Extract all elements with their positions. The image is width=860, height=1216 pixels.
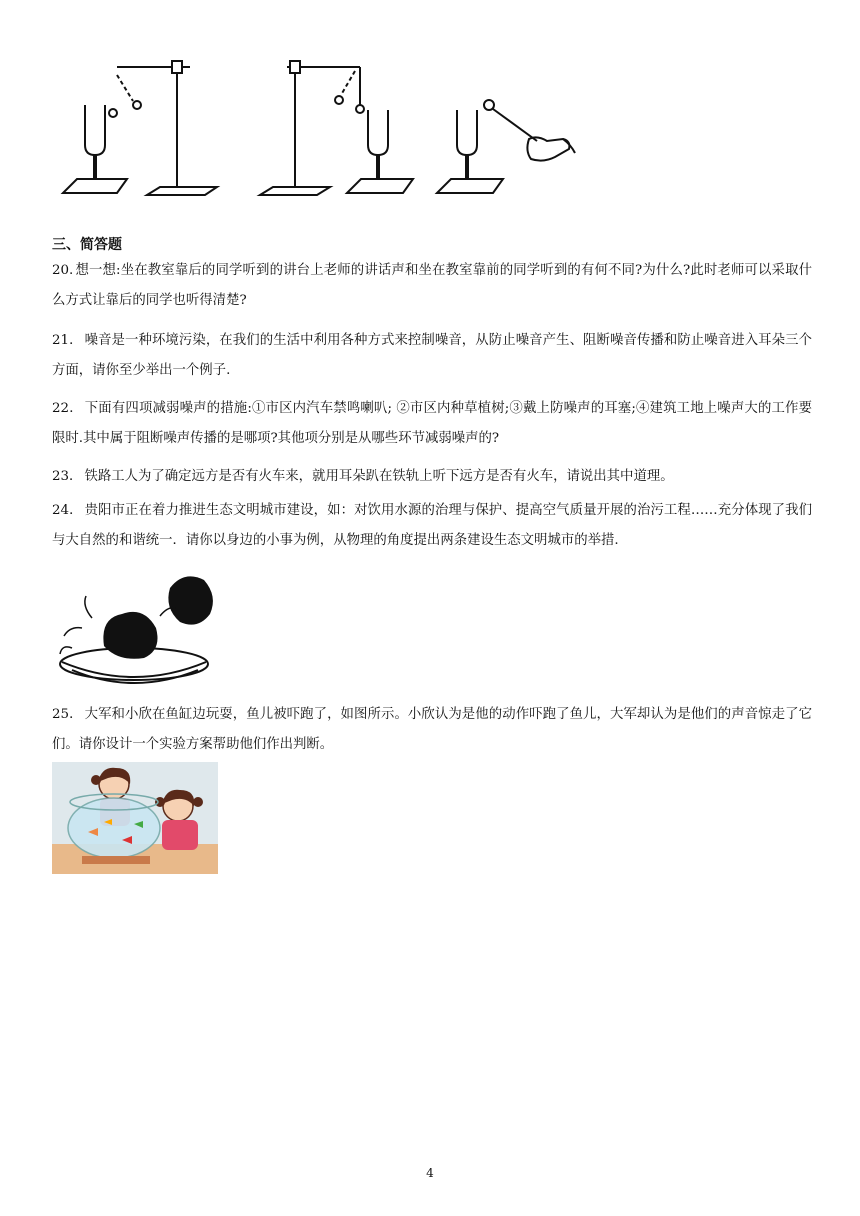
section-title: 三、简答题 <box>52 237 122 253</box>
question-21 <box>52 326 812 386</box>
question-number: 24． <box>52 503 83 518</box>
rock-splash-figure <box>52 566 220 690</box>
question-text: 贵阳市正在着力推进生态文明城市建设，如：对饮用水源的治理与保护、提高空气质量开展的治污工程……充分体现了我们与大自然的和谐统一．请你以身边的小事为例，从物理的角度提出两条建设生态文明城市的举措. <box>52 503 813 548</box>
question-text: 大军和小欣在鱼缸边玩耍，鱼儿被吓跑了，如图所示。小欣认为是他的动作吓跑了鱼儿，大军却认为是他们的声音惊走了它们。请你设计一个实验方案帮助他们作出判断。 <box>52 707 812 752</box>
question-22 <box>52 394 812 454</box>
question-23 <box>52 462 812 492</box>
tuning-fork-experiment-figure <box>55 55 585 200</box>
question-text: 铁路工人为了确定远方是否有火车来，就用耳朵趴在铁轨上听下远方是否有火车，请说出其中道理。 <box>84 469 674 484</box>
question-20 <box>52 256 812 316</box>
question-number: 25． <box>52 707 83 722</box>
question-text: 下面有四项减弱噪声的措施:①市区内汽车禁鸣喇叭; ②市区内种草植树;③戴上防噪声的耳塞;④建筑工地上噪声大的工作要限时.其中属于阻断噪声传播的是哪项?其他项分别是从哪些环节减弱噪声的? <box>52 401 812 446</box>
page-number: 4 <box>426 1166 434 1180</box>
question-text: 想一想:坐在教室靠后的同学听到的讲台上老师的讲话声和坐在教室靠前的同学听到的有何不同?为什么?此时老师可以采取什么方式让靠后的同学也听得清楚? <box>52 263 812 308</box>
question-text: 噪音是一种环境污染，在我们的生活中利用各种方式来控制噪音，从防止噪音产生、阻断噪音传播和防止噪音进入耳朵三个方面，请你至少举出一个例子. <box>52 333 812 378</box>
question-25 <box>52 700 812 760</box>
question-number: 22． <box>52 401 83 416</box>
question-number: 20. <box>52 263 74 278</box>
question-number: 21． <box>52 333 83 348</box>
question-number: 23． <box>52 469 83 484</box>
children-fish-tank-figure <box>52 762 218 874</box>
question-24 <box>52 496 812 556</box>
